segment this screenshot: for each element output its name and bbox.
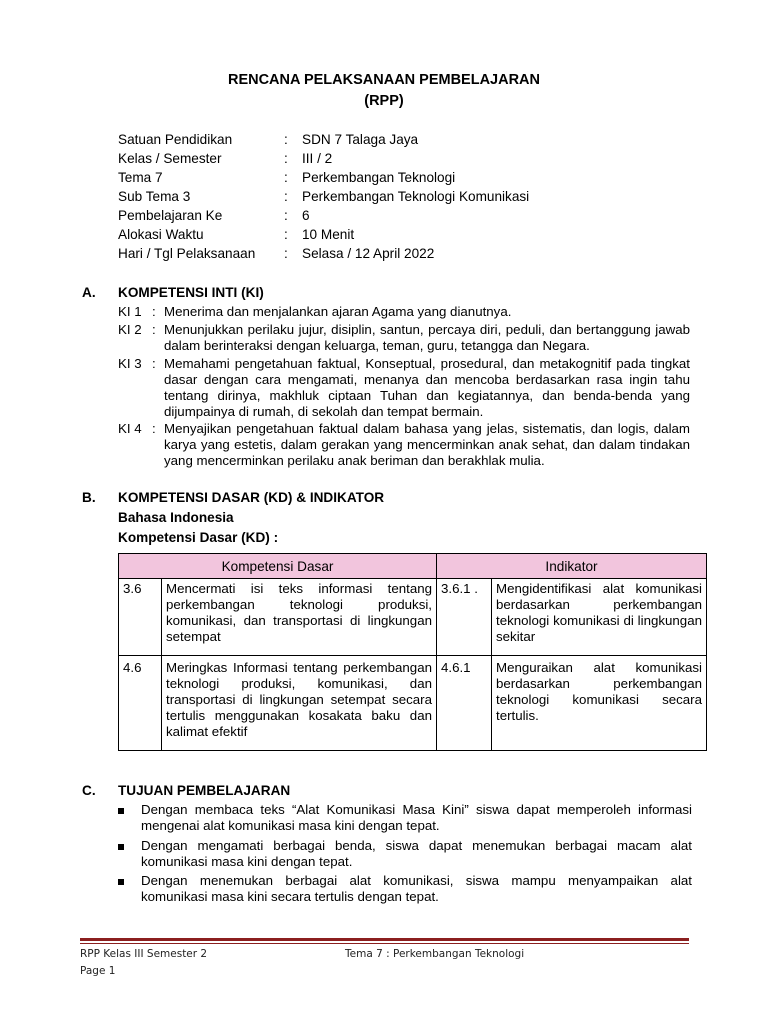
section-title: TUJUAN PEMBELAJARAN: [118, 783, 291, 798]
kd-number: 3.6: [119, 579, 162, 656]
section-letter: B.: [82, 490, 96, 505]
ki-colon: :: [152, 421, 156, 436]
ki-text: Menerima dan menjalankan ajaran Agama yang dianutnya.: [164, 304, 512, 319]
bullet-icon: [118, 879, 124, 885]
kd-table: [118, 553, 707, 751]
section-c-heading: [82, 783, 290, 799]
footer-divider: [80, 938, 689, 941]
info-colon: :: [284, 132, 288, 147]
section-a-heading: [82, 285, 264, 301]
info-label: Tema 7: [118, 170, 163, 185]
info-label: Hari / Tgl Pelaksanaan: [118, 246, 256, 261]
kd-label: Kompetensi Dasar (KD) :: [118, 530, 279, 545]
info-row-hari: [118, 244, 434, 263]
ki-text: Memahami pengetahuan faktual, Konseptual, prosedural, dan metakognitif pada tingkat dasar dengan cara mengamati, menanya dan mencoba berdasarkan rasa ingin tahu tentang dirinya, makhluk ciptaan Tuhan dan kegiatannya, dan benda-benda yang dijumpainya di rumah, di sekolah dan tempat bermain.: [164, 356, 690, 419]
list-item: [118, 838, 692, 870]
info-row-kelas: [118, 149, 332, 168]
info-value: 6: [302, 208, 310, 223]
info-row-subtema: [118, 187, 529, 206]
info-label: Satuan Pendidikan: [118, 132, 233, 147]
table-header-row: [119, 554, 707, 579]
ki-colon: :: [152, 322, 156, 337]
section-title: KOMPETENSI INTI (KI): [118, 285, 264, 300]
ki-code: KI 2: [118, 322, 142, 337]
info-row-alokasi: [118, 225, 354, 244]
section-title: KOMPETENSI DASAR (KD) & INDIKATOR: [118, 490, 385, 505]
indikator-text: Mengidentifikasi alat komunikasi berdasarkan perkembangan teknologi komunikasi di lingkungan sekitar: [492, 579, 707, 656]
list-item: [118, 802, 692, 834]
footer-page-number: Page 1: [80, 965, 116, 977]
info-label: Pembelajaran Ke: [118, 208, 223, 223]
info-row-tema: [118, 168, 455, 187]
info-label: Kelas / Semester: [118, 151, 222, 166]
info-value: Perkembangan Teknologi Komunikasi: [302, 189, 530, 204]
section-b-heading: [82, 490, 384, 506]
bullet-text: Dengan menemukan berbagai alat komunikasi, siswa mampu menyampaikan alat komunikasi masa kini secara tertulis dengan tepat.: [141, 873, 692, 904]
info-colon: :: [284, 208, 288, 223]
info-value: Perkembangan Teknologi: [302, 170, 456, 185]
info-colon: :: [284, 170, 288, 185]
info-colon: :: [284, 189, 288, 204]
info-colon: :: [284, 246, 288, 261]
bullet-icon: [118, 808, 124, 814]
table-row: [119, 656, 707, 751]
ki-colon: :: [152, 304, 156, 319]
bullet-text: Dengan membaca teks “Alat Komunikasi Masa Kini” siswa dapat memperoleh informasi mengenai alat komunikasi masa kini dengan tepat.: [141, 802, 692, 833]
kd-number: 4.6: [119, 656, 162, 751]
info-label: Sub Tema 3: [118, 189, 191, 204]
subject-label: Bahasa Indonesia: [118, 510, 234, 525]
info-value: III / 2: [302, 151, 333, 166]
ki-text: Menyajikan pengetahuan faktual dalam bahasa yang jelas, sistematis, dan logis, dalam karya yang estetis, dalam gerakan yang mencerminkan anak sehat, dan dalam tindakan yang mencerminkan perilaku anak beriman dan berakhlak mulia.: [164, 421, 690, 468]
ki-code: KI 4: [118, 421, 142, 436]
ki-text: Menunjukkan perilaku jujur, disiplin, santun, percaya diri, peduli, dan bertanggung jawab dalam berinteraksi dengan keluarga, teman, guru, tetangga dan Negara.: [164, 322, 690, 353]
info-row-satuan: [118, 130, 418, 149]
indikator-number: 4.6.1: [437, 656, 492, 751]
section-letter: A.: [82, 285, 96, 300]
column-header-kd: Kompetensi Dasar: [119, 554, 437, 579]
ki-item-4: [118, 421, 690, 469]
footer-divider-thin: [80, 943, 689, 944]
ki-item-1: [118, 304, 690, 320]
info-colon: :: [284, 227, 288, 242]
document-subtitle: (RPP): [364, 93, 404, 109]
kd-text: Meringkas Informasi tentang perkembangan teknologi produksi, komunikasi, dan transportasi di lingkungan setempat secara tertulis menggunakan kosakata baku dan kalimat efektif: [162, 656, 437, 751]
ki-item-3: [118, 356, 690, 420]
indikator-text: Menguraikan alat komunikasi berdasarkan perkembangan teknologi komunikasi secara tertulis.: [492, 656, 707, 751]
ki-colon: :: [152, 356, 156, 371]
ki-code: KI 3: [118, 356, 142, 371]
column-header-indikator: Indikator: [437, 554, 707, 579]
bullet-text: Dengan mengamati berbagai benda, siswa dapat menemukan berbagai macam alat komunikasi masa kini dengan tepat.: [141, 838, 692, 869]
ki-code: KI 1: [118, 304, 142, 319]
info-value: 10 Menit: [302, 227, 355, 242]
footer-left-text: RPP Kelas III Semester 2: [80, 948, 208, 960]
document-title: RENCANA PELAKSANAAN PEMBELAJARAN: [227, 72, 541, 88]
info-colon: :: [284, 151, 288, 166]
info-value: SDN 7 Talaga Jaya: [302, 132, 419, 147]
info-label: Alokasi Waktu: [118, 227, 204, 242]
bullet-icon: [118, 844, 124, 850]
info-value: Selasa / 12 April 2022: [302, 246, 435, 261]
kd-text: Mencermati isi teks informasi tentang perkembangan teknologi produksi, komunikasi, dan transportasi di lingkungan setempat: [162, 579, 437, 656]
footer-center-text: Tema 7 : Perkembangan Teknologi: [345, 948, 525, 960]
indikator-number: 3.6.1 .: [437, 579, 492, 656]
ki-item-2: [118, 322, 690, 354]
info-row-pembelajaran: [118, 206, 310, 225]
section-letter: C.: [82, 783, 96, 798]
list-item: [118, 873, 692, 905]
table-row: [119, 579, 707, 656]
